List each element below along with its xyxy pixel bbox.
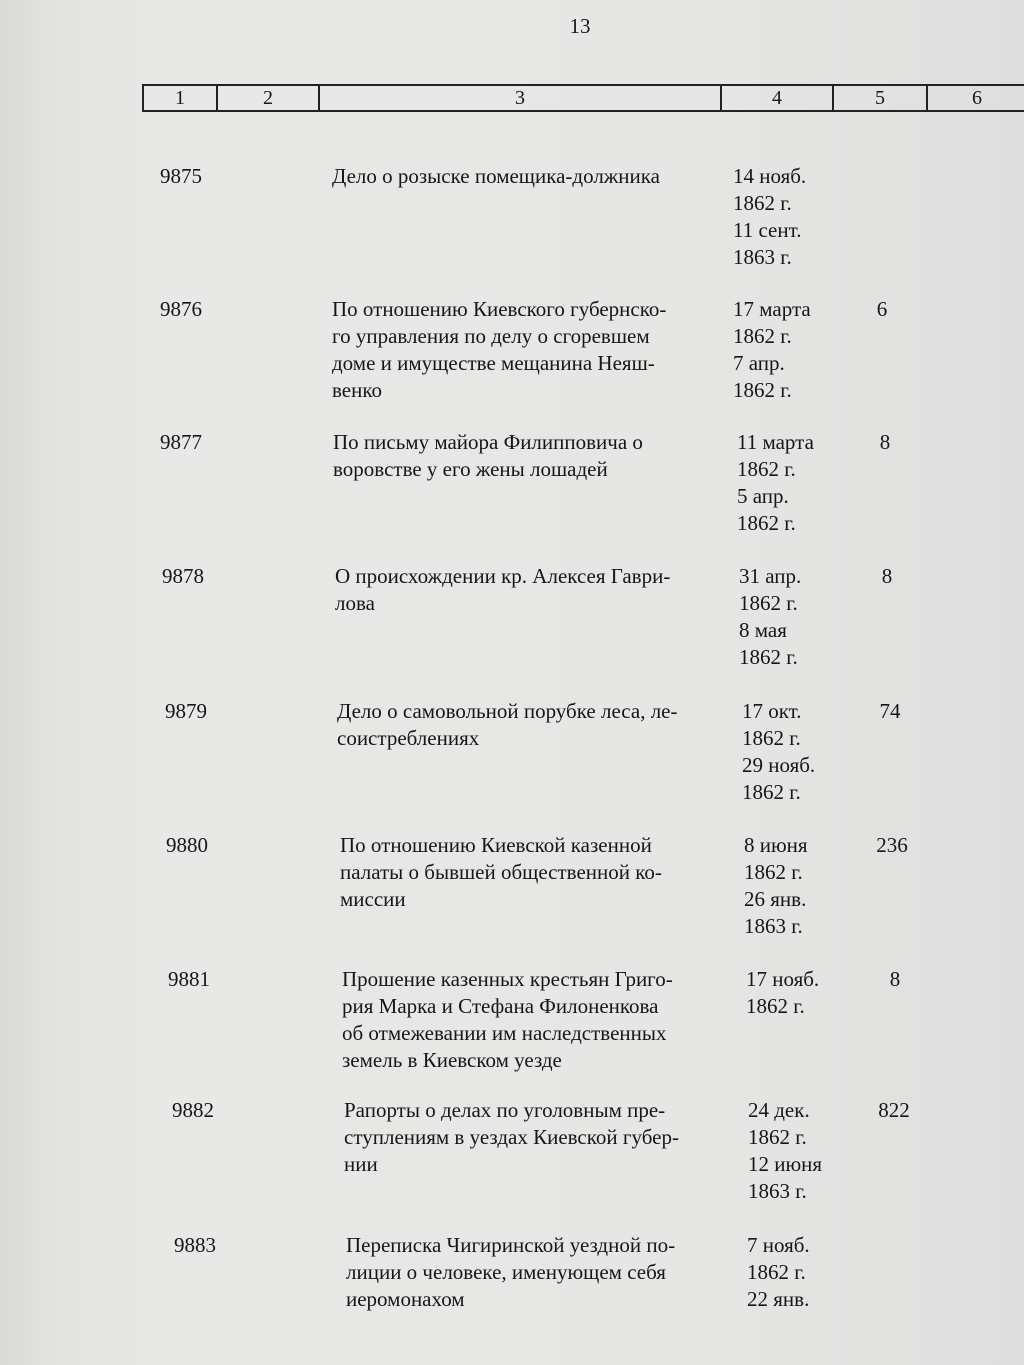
record-title-line: Переписка Чигиринской уездной по- <box>346 1233 676 1257</box>
column-header-4: 4 <box>721 85 833 111</box>
record-dates <box>747 1232 867 1313</box>
column-header-5: 5 <box>833 85 927 111</box>
record-title-line: По отношению Киевского губернско- <box>332 297 667 321</box>
record-date-line: 1862 г. <box>748 1125 807 1149</box>
record-sheet-count: 8 <box>879 430 891 454</box>
record-title-line: доме и имуществе мещанина Неяш- <box>332 351 655 375</box>
record-title <box>332 296 712 404</box>
record-title-line: го управления по делу о сгоревшем <box>332 324 650 348</box>
record-date-line: 1862 г. <box>747 1260 806 1284</box>
column-header-table <box>142 84 1024 112</box>
record-title-line: По отношению Киевской казенной <box>340 833 652 857</box>
record-title-line: Рапорты о делах по уголовным пре- <box>344 1098 666 1122</box>
record-date-line: 31 апр. <box>739 564 802 588</box>
column-header-row <box>143 85 1024 111</box>
record-dates <box>748 1097 868 1205</box>
record-title-line: По письму майора Филипповича о <box>333 430 643 454</box>
record-number: 9876 <box>160 297 202 321</box>
record-date-line: 1862 г. <box>733 324 792 348</box>
record-dates <box>744 832 864 940</box>
record-date-line: 7 апр. <box>733 351 785 375</box>
record-title-line: ступлениям в уездах Киевской губер- <box>344 1125 679 1149</box>
record-title-line: земель в Киевском уезде <box>342 1048 562 1072</box>
record-dates <box>739 563 859 671</box>
record-title-line: воровстве у его жены лошадей <box>333 457 608 481</box>
record-number: 9880 <box>166 833 208 857</box>
record-date-line: 8 июня <box>744 833 808 857</box>
record-title-line: Дело о самовольной порубке леса, ле- <box>337 699 678 723</box>
record-sheet-count: 6 <box>876 297 888 321</box>
record-dates <box>733 296 853 404</box>
record-date-line: 12 июня <box>748 1152 823 1176</box>
record-title-line: палаты о бывшей общественной ко- <box>340 860 662 884</box>
record-date-line: 1862 г. <box>739 645 798 669</box>
record-date-line: 1862 г. <box>744 860 803 884</box>
record-number: 9881 <box>168 967 210 991</box>
record-date-line: 8 мая <box>739 618 787 642</box>
record-number: 9882 <box>172 1098 214 1122</box>
record-title-line: миссии <box>340 887 406 911</box>
record-title-line: иеромонахом <box>346 1287 465 1311</box>
record-sheet-count: 8 <box>881 564 893 588</box>
record-title <box>337 698 717 752</box>
record-date-line: 1863 г. <box>748 1179 807 1203</box>
column-header-1: 1 <box>143 85 217 111</box>
column-header-3: 3 <box>319 85 721 111</box>
record-number: 9875 <box>160 164 202 188</box>
record-title-line: венко <box>332 378 382 402</box>
record-title <box>346 1232 726 1313</box>
record-date-line: 5 апр. <box>737 484 789 508</box>
record-title-line: Дело о розыске помещика-должника <box>332 164 660 188</box>
record-dates <box>737 429 857 537</box>
record-title-line: Прошение казенных крестьян Григо- <box>342 967 673 991</box>
record-date-line: 1863 г. <box>744 914 803 938</box>
record-date-line: 22 янв. <box>747 1287 810 1311</box>
record-title <box>333 429 713 483</box>
record-title-line: лиции о человеке, именующем себя <box>346 1260 666 1284</box>
record-title-line: соистреблениях <box>337 726 480 750</box>
record-date-line: 26 янв. <box>744 887 807 911</box>
record-date-line: 1862 г. <box>733 191 792 215</box>
record-number: 9877 <box>160 430 202 454</box>
record-title <box>340 832 720 913</box>
column-header-6: 6 <box>927 85 1024 111</box>
record-dates <box>746 966 866 1020</box>
record-date-line: 17 нояб. <box>746 967 820 991</box>
record-dates <box>733 163 853 271</box>
record-title <box>335 563 715 617</box>
record-date-line: 1862 г. <box>742 780 801 804</box>
record-date-line: 7 нояб. <box>747 1233 810 1257</box>
record-title <box>344 1097 724 1178</box>
record-date-line: 14 нояб. <box>733 164 807 188</box>
record-date-line: 1862 г. <box>739 591 798 615</box>
record-sheet-count: 74 <box>879 699 901 723</box>
record-date-line: 29 нояб. <box>742 753 816 777</box>
record-title-line: О происхождении кр. Алексея Гаври- <box>335 564 671 588</box>
record-sheet-count: 822 <box>878 1098 910 1122</box>
record-title <box>342 966 722 1074</box>
record-date-line: 11 сент. <box>733 218 802 242</box>
column-header-2: 2 <box>217 85 319 111</box>
record-date-line: 1863 г. <box>733 245 792 269</box>
record-sheet-count: 236 <box>876 833 908 857</box>
record-date-line: 1862 г. <box>737 457 796 481</box>
record-number: 9883 <box>174 1233 216 1257</box>
record-date-line: 11 марта <box>737 430 814 454</box>
record-title <box>332 163 712 190</box>
record-number: 9878 <box>162 564 204 588</box>
record-sheet-count: 8 <box>889 967 901 991</box>
page-number: 13 <box>569 14 591 38</box>
record-date-line: 17 окт. <box>742 699 802 723</box>
record-date-line: 1862 г. <box>742 726 801 750</box>
record-date-line: 1862 г. <box>737 511 796 535</box>
record-date-line: 1862 г. <box>746 994 805 1018</box>
record-number: 9879 <box>165 699 207 723</box>
record-date-line: 17 марта <box>733 297 811 321</box>
record-dates <box>742 698 862 806</box>
record-title-line: рия Марка и Стефана Филоненкова <box>342 994 659 1018</box>
record-date-line: 24 дек. <box>748 1098 810 1122</box>
record-date-line: 1862 г. <box>733 378 792 402</box>
record-title-line: об отмежевании им наследственных <box>342 1021 667 1045</box>
record-title-line: нии <box>344 1152 378 1176</box>
record-title-line: лова <box>335 591 375 615</box>
